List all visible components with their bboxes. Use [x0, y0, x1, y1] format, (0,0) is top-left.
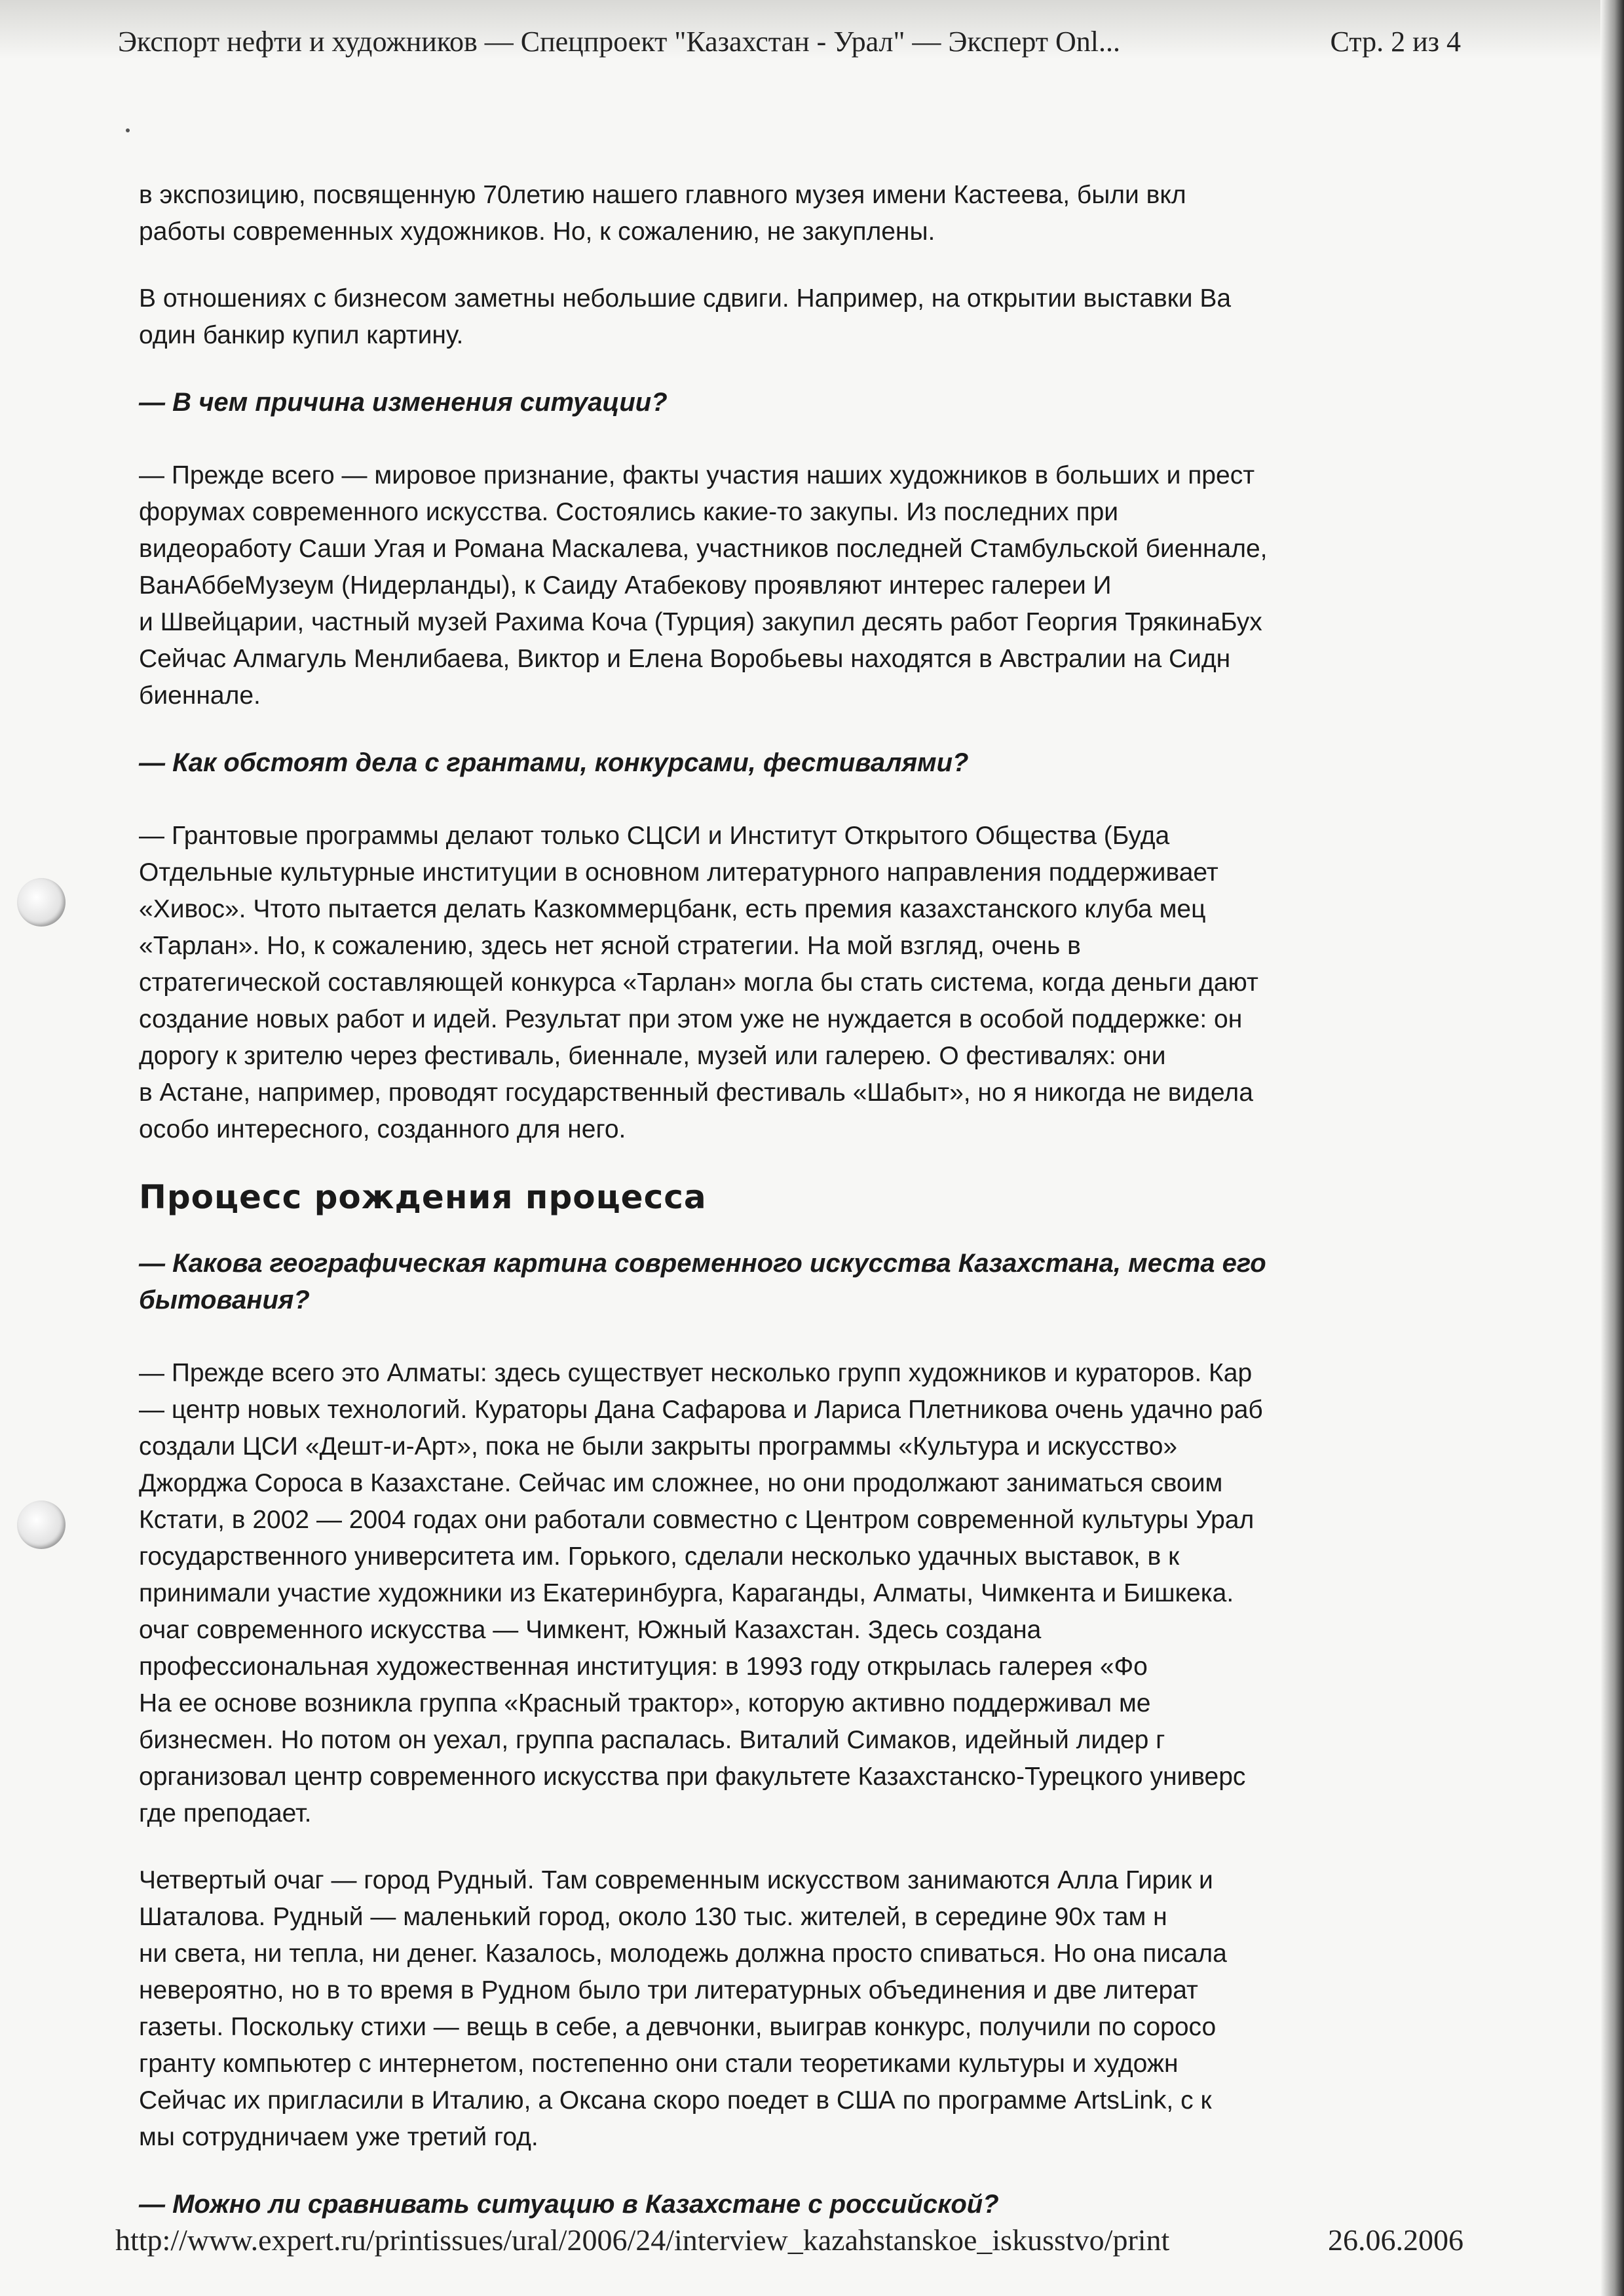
punch-hole — [17, 878, 66, 927]
text-line: особо интересного, созданного для него. — [139, 1115, 626, 1143]
text-line: Сейчас Алмагуль Менлибаева, Виктор и Елена Воробьевы находятся в Австралии на Сидн — [139, 645, 1231, 673]
interview-question: — В чем причина изменения ситуации? — [139, 388, 668, 417]
text-line: организовал центр современного искусства при факультете Казахстанско-Турецкого универс — [139, 1763, 1246, 1791]
text-line: Отдельные культурные институции в основном литературного направления поддерживает — [139, 858, 1218, 887]
article-paragraph — [139, 280, 1456, 354]
text-line: Сейчас их пригласили в Италию, а Оксана скоро поедет в США по программе ArtsLink, с к — [139, 2086, 1212, 2114]
text-line: — Прежде всего — мировое признание, факты участия наших художников в больших и прест — [139, 461, 1255, 489]
text-line: В отношениях с бизнесом заметны небольшие сдвиги. Например, на открытии выставки Ва — [139, 284, 1232, 313]
article-paragraph — [139, 177, 1456, 250]
text-line: Четвертый очаг — город Рудный. Там современным искусством занимаются Алла Гирик и — [139, 1866, 1213, 1894]
text-line: создали ЦСИ «Дешт-и-Арт», пока не были закрыты программы «Культура и искусство» — [139, 1432, 1178, 1461]
article-paragraph — [139, 1355, 1456, 1832]
print-date: 26.06.2006 — [1328, 2223, 1463, 2257]
scan-right-edge — [1600, 0, 1624, 2296]
text-line: в экспозицию, посвященную 70летию нашего главного музея имени Кастеева, были вкл — [139, 181, 1186, 209]
scan-speck — [126, 128, 130, 132]
article-paragraph — [139, 457, 1456, 714]
text-line: На ее основе возникла группа «Красный трактор», которую активно поддерживал ме — [139, 1689, 1151, 1717]
text-line: Шаталова. Рудный — маленький город, около 130 тыс. жителей, в середине 90х там н — [139, 1903, 1167, 1931]
text-line: — Прежде всего это Алматы: здесь существует несколько групп художников и кураторов. Кар — [139, 1359, 1253, 1387]
text-line: государственного университета им. Горького, сделали несколько удачных выставок, в к — [139, 1542, 1180, 1571]
header-title: Экспорт нефти и художников — Спецпроект "Казахстан - Урал" — Эксперт Onl... — [118, 26, 1120, 58]
article-paragraph — [139, 818, 1456, 1148]
text-line: и Швейцарии, частный музей Рахима Коча (Турция) закупил десять работ Георгия ТрякинаБух — [139, 608, 1262, 636]
text-line: ВанАббеМузеум (Нидерланды), к Саиду Атабекову проявляют интерес галереи И — [139, 571, 1112, 600]
source-url: http://www.expert.ru/printissues/ural/2006/24/interview_kazahstanskoe_iskusstvo/print — [115, 2223, 1170, 2257]
text-line: профессиональная художественная институция: в 1993 году открылась галерея «Фо — [139, 1653, 1148, 1681]
article-body — [139, 177, 1456, 2219]
text-line: где преподает. — [139, 1799, 312, 1827]
text-line: создание новых работ и идей. Результат при этом уже не нуждается в особой поддержке: он — [139, 1005, 1243, 1033]
text-line: стратегической составляющей конкурса «Тарлан» могла бы стать система, когда деньги дают — [139, 968, 1258, 997]
text-line: газеты. Поскольку стихи — вещь в себе, а девчонки, выиграв конкурс, получили по соросо — [139, 2013, 1217, 2041]
page-header — [118, 25, 1461, 58]
text-line: один банкир купил картину. — [139, 321, 464, 349]
text-line: — Грантовые программы делают только СЦСИ и Институт Открытого Общества (Буда — [139, 822, 1170, 850]
text-line: «Хивос». Чтото пытается делать Казкоммерцбанк, есть премия казахстанского клуба мец — [139, 895, 1206, 923]
section-heading: Процесс рождения процесса — [139, 1178, 707, 1216]
text-line: Кстати, в 2002 — 2004 годах они работали совместно с Центром современной культуры Урал — [139, 1506, 1255, 1534]
question-line: — Какова географическая картина современного искусства Казахстана, места его — [139, 1249, 1266, 1278]
text-line: дорогу к зрителю через фестиваль, биеннале, музей или галерею. О фестивалях: они — [139, 1042, 1166, 1070]
text-line: видеоработу Саши Угая и Романа Маскалева, участников последней Стамбульской биеннале, — [139, 535, 1268, 563]
text-line: в Астане, например, проводят государственный фестиваль «Шабыт», но я никогда не видела — [139, 1079, 1253, 1107]
punch-hole — [17, 1501, 66, 1549]
page-footer — [115, 2223, 1463, 2257]
text-line: «Тарлан». Но, к сожалению, здесь нет ясной стратегии. На мой взгляд, очень в — [139, 932, 1081, 960]
text-line: Джорджа Сороса в Казахстане. Сейчас им сложнее, но они продолжают заниматься своим — [139, 1469, 1223, 1497]
text-line: принимали участие художники из Екатеринбурга, Караганды, Алматы, Чимкента и Бишкека. — [139, 1579, 1234, 1607]
text-line: бизнесмен. Но потом он уехал, группа распалась. Виталий Симаков, идейный лидер г — [139, 1726, 1165, 1754]
text-line: ни света, ни тепла, ни денег. Казалось, молодежь должна просто спиваться. Но она писала — [139, 1940, 1227, 1968]
question-line: бытования? — [139, 1286, 310, 1314]
article-paragraph — [139, 1862, 1456, 2156]
text-line: мы сотрудничаем уже третий год. — [139, 2123, 538, 2151]
interview-question: — Можно ли сравнивать ситуацию в Казахстане с российской? — [139, 2190, 999, 2219]
interview-question: — Как обстоят дела с грантами, конкурсами, фестивалями? — [139, 748, 969, 777]
text-line: форумах современного искусства. Состоялись какие-то закупы. Из последних при — [139, 498, 1119, 526]
text-line: работы современных художников. Но, к сожалению, не закуплены. — [139, 218, 935, 246]
interview-question — [139, 1245, 1456, 1318]
text-line: невероятно, но в то время в Рудном было три литературных объединения и две литерат — [139, 1976, 1198, 2004]
text-line: биеннале. — [139, 681, 261, 710]
text-line: — центр новых технологий. Кураторы Дана Сафарова и Лариса Плетникова очень удачно раб — [139, 1396, 1263, 1424]
text-line: очаг современного искусства — Чимкент, Южный Казахстан. Здесь создана — [139, 1616, 1042, 1644]
page-counter: Стр. 2 из 4 — [1330, 26, 1461, 58]
text-line: гранту компьютер с интернетом, постепенно они стали теоретиками культуры и художн — [139, 2050, 1179, 2078]
